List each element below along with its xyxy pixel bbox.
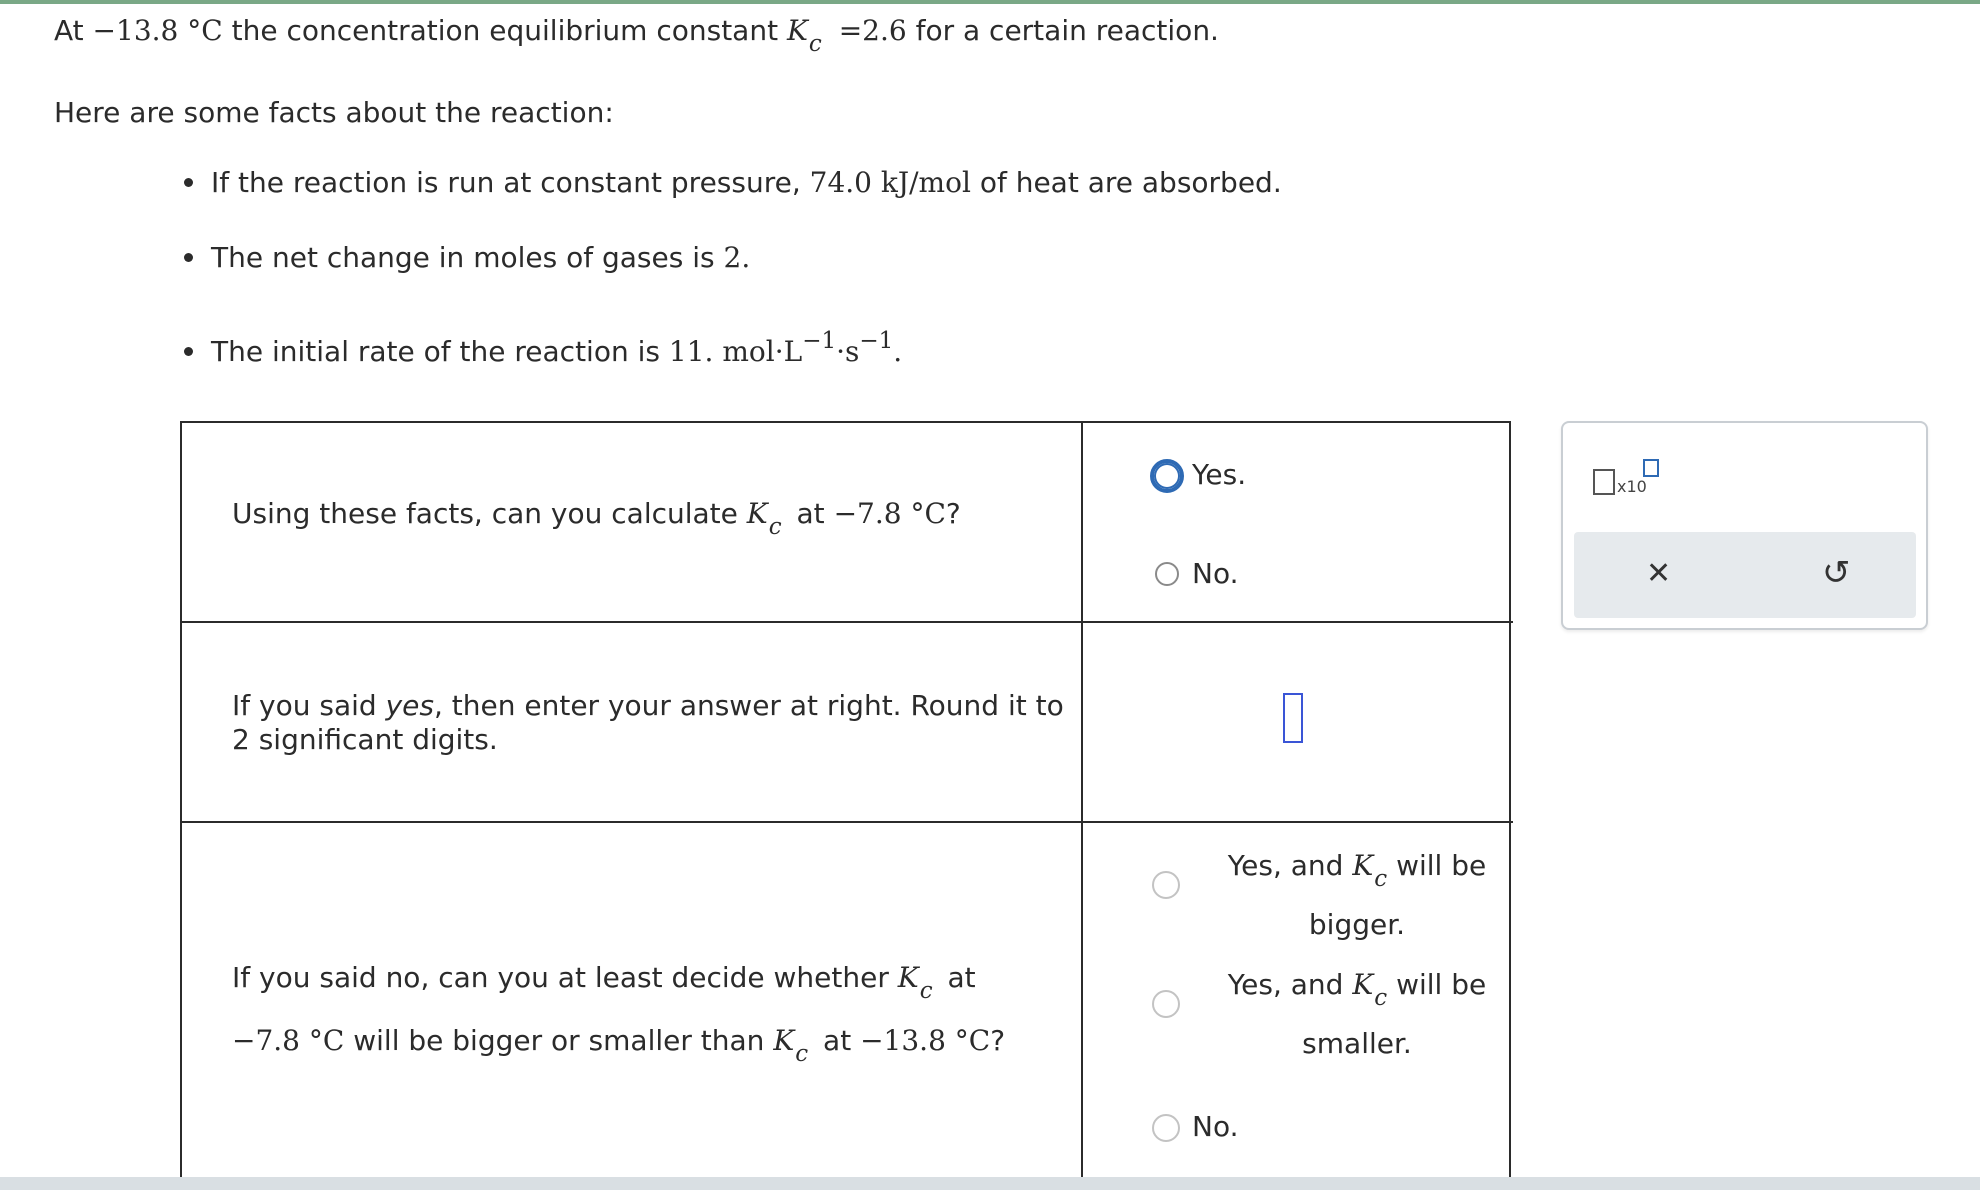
column-divider bbox=[1081, 423, 1083, 1183]
question-table bbox=[180, 421, 1511, 1181]
radio-yes-smaller[interactable] bbox=[1152, 990, 1180, 1018]
base-box-icon bbox=[1593, 469, 1615, 495]
fact-moles: The net change in moles of gases is 2. bbox=[184, 241, 750, 274]
question-bigger-or-smaller: If you said no, can you at least decide whether $K_c$ at −7.8 °C will be bigger or smaller than $K_c$ at −13.8 °C? bbox=[232, 961, 1006, 1067]
math-tool-panel bbox=[1561, 421, 1928, 630]
bullet bbox=[184, 253, 193, 262]
question-can-calculate: Using these facts, can you calculate $K_c$ at −7.8 °C? bbox=[232, 497, 961, 540]
option-no-decide-label[interactable]: No. bbox=[1192, 1110, 1239, 1143]
kc-value: =2.6 bbox=[838, 14, 907, 47]
clear-icon[interactable]: ✕ bbox=[1646, 556, 1672, 591]
tool-actions-bar bbox=[1574, 532, 1916, 618]
row-divider bbox=[182, 621, 1513, 623]
undo-icon[interactable]: ↺ bbox=[1822, 553, 1851, 593]
option-no-label[interactable]: No. bbox=[1192, 557, 1239, 590]
top-border bbox=[0, 0, 1980, 4]
radio-yes-bigger[interactable] bbox=[1152, 871, 1180, 899]
bullet bbox=[184, 178, 193, 187]
intro-line: At −13.8 °C the concentration equilibrium constant $K_c =2.6$ for a certain reaction. bbox=[54, 14, 1219, 57]
radio-yes[interactable] bbox=[1150, 459, 1184, 493]
option-yes-bigger-label[interactable]: Yes, and $K_c$ will be bigger. bbox=[1227, 849, 1487, 941]
radio-no[interactable] bbox=[1155, 562, 1179, 586]
exponent-box-icon bbox=[1643, 459, 1659, 477]
fact-heat: If the reaction is run at constant pressure, 74.0 kJ/mol of heat are absorbed. bbox=[184, 166, 1282, 199]
answer-input[interactable] bbox=[1283, 693, 1303, 743]
facts-heading: Here are some facts about the reaction: bbox=[54, 96, 614, 129]
row-divider bbox=[182, 821, 1513, 823]
option-yes-label[interactable]: Yes. bbox=[1192, 458, 1247, 491]
fact-rate: The initial rate of the reaction is 11. $mol\cdot L^{-1}\cdot s^{-1}$. bbox=[184, 328, 902, 368]
kc-symbol: $K_c$ bbox=[786, 14, 822, 57]
initial-temperature: −13.8 °C bbox=[92, 14, 223, 47]
x10-button[interactable]: x10 bbox=[1593, 459, 1665, 499]
bullet bbox=[184, 347, 193, 356]
bottom-scroll-bar[interactable] bbox=[0, 1177, 1980, 1190]
instruction-enter-answer: If you said yes, then enter your answer at right. Round it to 2 significant digits. bbox=[232, 689, 1064, 756]
radio-no-decide[interactable] bbox=[1152, 1114, 1180, 1142]
option-yes-smaller-label[interactable]: Yes, and $K_c$ will be smaller. bbox=[1227, 968, 1487, 1060]
